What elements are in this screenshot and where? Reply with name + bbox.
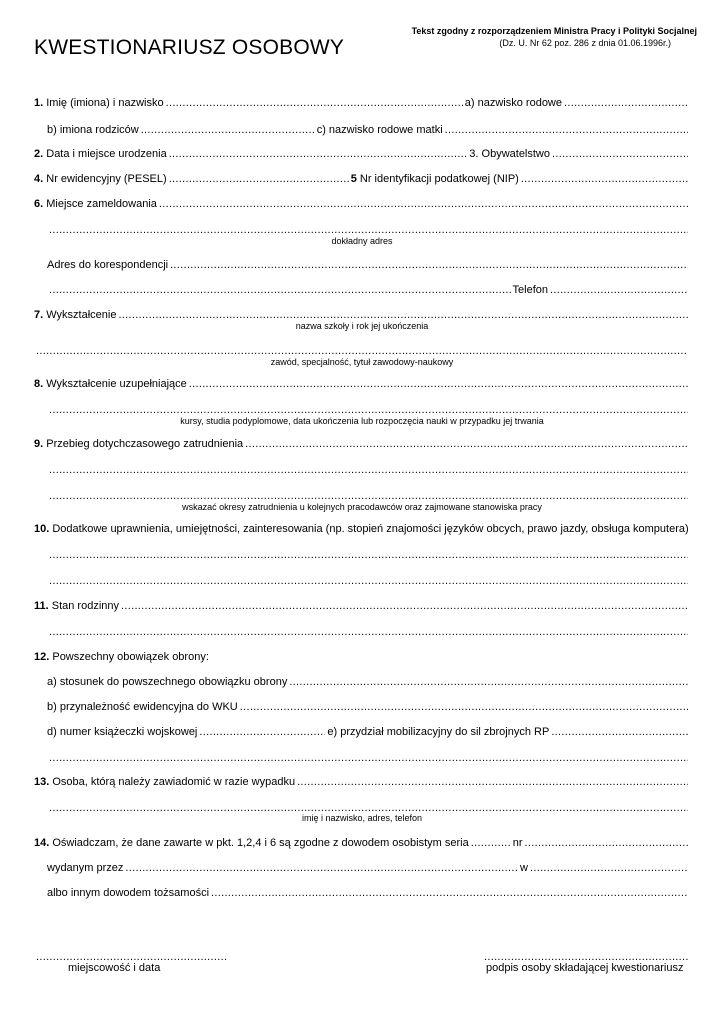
field-1b-row <box>47 123 690 137</box>
field-5-label: 5 Nr identyfikacji podatkowej (NIP) <box>350 173 519 185</box>
correspondence-input-line-2[interactable] <box>49 283 511 297</box>
parents-names-input[interactable] <box>141 123 315 137</box>
field-4-label: 4. Nr ewidencyjny (PESEL) <box>34 173 167 185</box>
mobilization-assignment-input-line-2[interactable] <box>49 751 688 765</box>
family-status-input-line-2[interactable] <box>49 625 688 639</box>
field-14-issued-row <box>47 861 690 875</box>
phone-label: Telefon <box>512 284 548 296</box>
field-8-row <box>34 377 690 391</box>
field-12-row <box>34 650 690 664</box>
legal-note-line-1: Tekst zgodny z rozporządzeniem Ministra Pracy i Polityki Socjalnej <box>411 26 697 36</box>
phone-input[interactable] <box>550 283 688 297</box>
defense-obligation-input[interactable] <box>289 675 688 689</box>
field-13-caption: imię i nazwisko, adres, telefon <box>301 813 423 823</box>
issued-in-input[interactable] <box>530 861 688 875</box>
field-2-label: 2. Data i miejsce urodzenia <box>34 148 167 160</box>
page-title: KWESTIONARIUSZ OSOBOWY <box>34 36 345 59</box>
field-10-continuation-1 <box>47 548 690 562</box>
field-11-label: 11. Stan rodzinny <box>34 600 120 612</box>
field-6-caption: dokładny adres <box>331 236 393 246</box>
field-8-continuation <box>47 403 690 417</box>
signature-caption: podpis osoby składającej kwestionariusz <box>486 962 684 974</box>
correspondence-row <box>47 258 690 272</box>
education-input[interactable] <box>118 308 688 322</box>
field-7-caption-1: nazwa szkoły i rok jej ukończenia <box>295 321 429 331</box>
field-4-row <box>34 172 690 186</box>
field-1-row <box>34 96 690 110</box>
citizenship-input[interactable] <box>552 147 688 161</box>
field-14-label: 14. Oświadczam, że dane zawarte w pkt. 1,2,4 i 6 są zgodne z dowodem osobistym seria <box>34 837 469 849</box>
field-7-continuation <box>34 344 690 358</box>
field-1a-label: a) nazwisko rodowe <box>464 97 562 109</box>
field-12e-label: e) przydział mobilizacyjny do sil zbrojnych RP <box>327 726 550 738</box>
field-10-continuation-2 <box>47 574 690 588</box>
employment-history-input-line-3[interactable] <box>49 489 688 503</box>
field-7-row <box>34 308 690 322</box>
field-12a-label: a) stosunek do powszechnego obowiązku obrony <box>47 676 288 688</box>
nip-input[interactable] <box>521 172 688 186</box>
field-2-row <box>34 147 690 161</box>
legal-note-line-2: (Dz. U. Nr 62 poz. 286 z dnia 01.06.1996r.) <box>499 38 671 48</box>
field-9-row <box>34 437 690 451</box>
emergency-contact-input[interactable] <box>297 775 688 789</box>
place-date-caption: miejscowość i data <box>68 962 161 974</box>
issued-in-label: w <box>520 862 528 874</box>
correspondence-input[interactable] <box>170 258 688 272</box>
field-3-label: 3. Obywatelstwo <box>469 148 550 160</box>
wku-registration-input[interactable] <box>240 700 688 714</box>
phone-row <box>47 283 690 297</box>
field-9-label: 9. Przebieg dotychczasowego zatrudnienia <box>34 438 244 450</box>
residence-input[interactable] <box>159 197 688 211</box>
field-11-continuation <box>47 625 690 639</box>
other-id-input[interactable] <box>211 886 688 900</box>
supplementary-education-input[interactable] <box>189 377 688 391</box>
pesel-input[interactable] <box>169 172 349 186</box>
residence-input-line-2[interactable] <box>49 223 688 237</box>
field-13-row <box>34 775 690 789</box>
additional-skills-input[interactable] <box>49 548 688 562</box>
id-series-input[interactable] <box>471 836 511 850</box>
field-12b-label: b) przynależność ewidencyjna do WKU <box>47 701 238 713</box>
military-book-number-input[interactable] <box>199 725 325 739</box>
profession-input[interactable] <box>36 344 688 358</box>
field-14-other-row <box>47 886 690 900</box>
field-12-continuation <box>47 751 690 765</box>
field-12d-label: d) numer książeczki wojskowej <box>47 726 198 738</box>
field-8-label: 8. Wykształcenie uzupełniające <box>34 378 187 390</box>
field-11-row <box>34 599 690 613</box>
field-7-caption-2: zawód, specjalność, tytuł zawodowy-naukowy <box>270 357 454 367</box>
additional-skills-input-line-2[interactable] <box>49 574 688 588</box>
field-12a-row <box>47 675 690 689</box>
field-14-row <box>34 836 690 850</box>
field-6-label: 6. Miejsce zameldowania <box>34 198 157 210</box>
supplementary-education-input-line-2[interactable] <box>49 403 688 417</box>
field-1c-label: c) nazwisko rodowe matki <box>316 124 443 136</box>
field-9-continuation-2 <box>47 489 690 503</box>
id-number-label: nr <box>512 837 523 849</box>
issued-by-label: wydanym przez <box>47 862 124 874</box>
mother-maiden-name-input[interactable] <box>445 123 688 137</box>
field-9-continuation-1 <box>47 463 690 477</box>
field-10-row <box>34 522 690 536</box>
field-12d-row <box>47 725 690 739</box>
field-6-continuation <box>47 223 690 237</box>
family-status-input[interactable] <box>121 599 688 613</box>
employment-history-input-line-2[interactable] <box>49 463 688 477</box>
mobilization-assignment-input[interactable] <box>551 725 688 739</box>
maiden-name-input[interactable] <box>564 96 688 110</box>
field-8-caption: kursy, studia podyplomowe, data ukończenia lub rozpoczęcia nauki w przypadku jej trwania <box>180 416 544 426</box>
field-7-label: 7. Wykształcenie <box>34 309 117 321</box>
field-13-label: 13. Osoba, którą należy zawiadomić w razie wypadku <box>34 776 296 788</box>
field-10-label: 10. Dodatkowe uprawnienia, umiejętności, zainteresowania (np. stopień znajomości języków obcych, prawo jazdy, obsługa komputera) <box>34 523 689 535</box>
field-1-label: 1. Imię (imiona) i nazwisko <box>34 97 164 109</box>
correspondence-label: Adres do korespondencji <box>47 259 169 271</box>
issued-by-input[interactable] <box>125 861 518 875</box>
id-number-input[interactable] <box>525 836 688 850</box>
birth-date-place-input[interactable] <box>169 147 468 161</box>
field-1b-label: b) imiona rodziców <box>47 124 139 136</box>
field-12-label: 12. Powszechny obowiązek obrony: <box>34 651 209 663</box>
full-name-input[interactable] <box>166 96 463 110</box>
other-id-label: albo innym dowodem tożsamości <box>47 887 210 899</box>
employment-history-input[interactable] <box>245 437 688 451</box>
field-12b-row <box>47 700 690 714</box>
field-9-caption: wskazać okresy zatrudnienia u kolejnych pracodawców oraz zajmowane stanowiska pracy <box>182 502 542 512</box>
field-6-row <box>34 197 690 211</box>
